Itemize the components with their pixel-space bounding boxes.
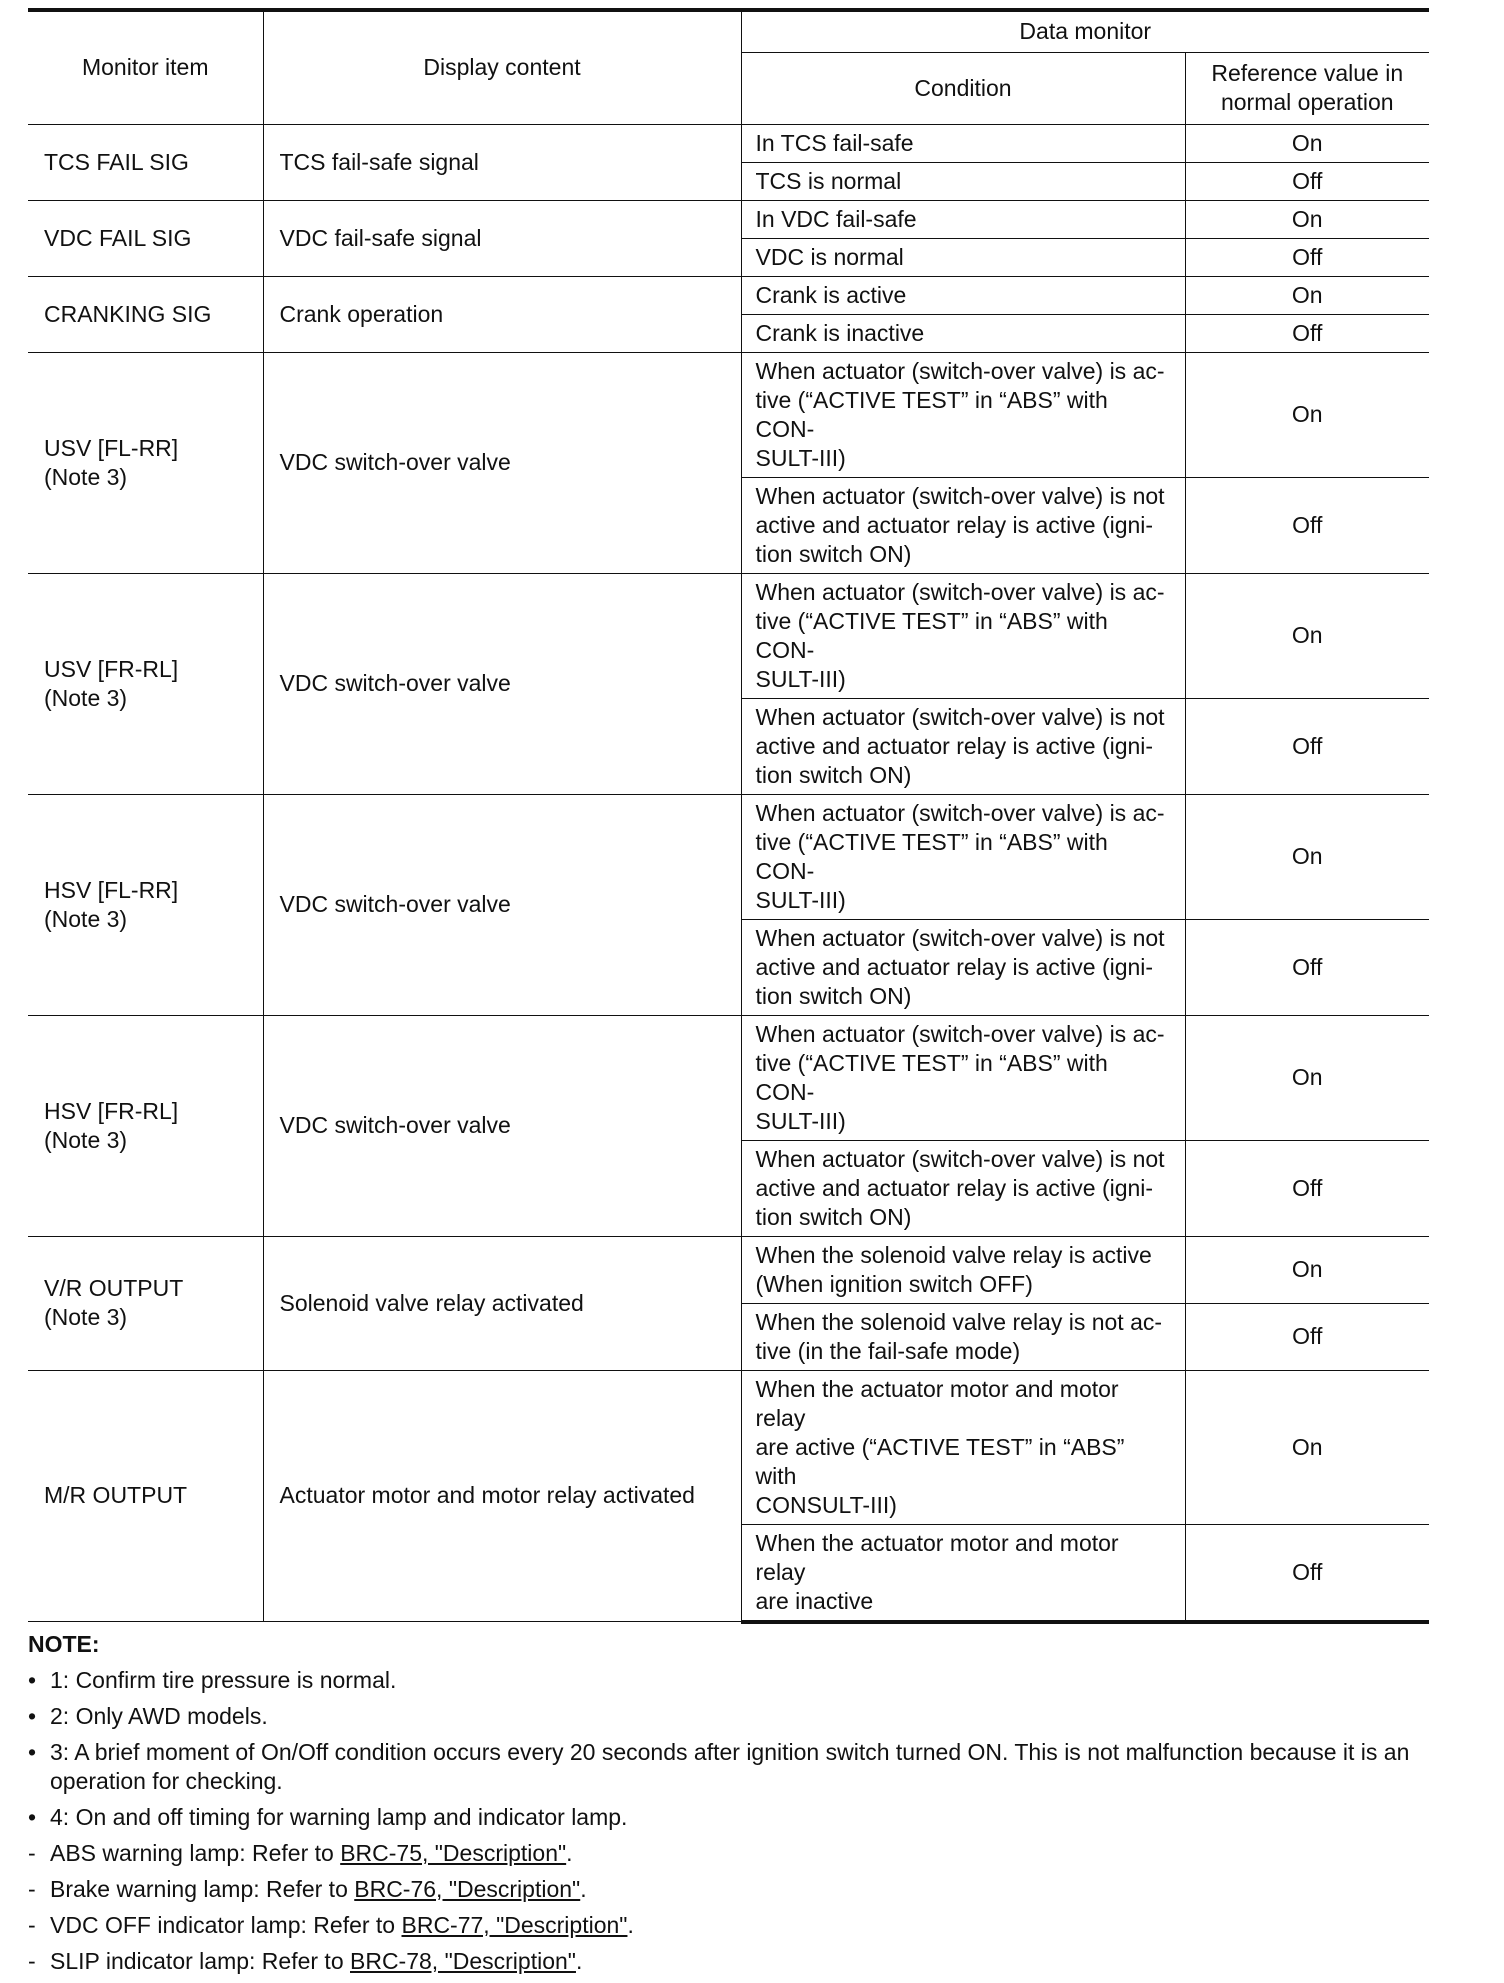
reference-value-cell: Off — [1185, 1524, 1429, 1622]
display-content-cell: VDC switch-over valve — [263, 573, 741, 794]
reference-link[interactable]: BRC-75, "Description" — [340, 1839, 567, 1866]
monitor-item-cell: CRANKING SIG — [28, 276, 263, 352]
note-item — [28, 1839, 1429, 1868]
condition-cell: When actuator (switch-over valve) is not active and actuator relay is active (igni- tion switch ON) — [741, 698, 1185, 794]
monitor-item-cell: M/R OUTPUT — [28, 1370, 263, 1622]
table-row — [28, 200, 1429, 238]
monitor-item-cell: VDC FAIL SIG — [28, 200, 263, 276]
note-text: Brake warning lamp: Refer to — [50, 1875, 355, 1902]
condition-cell: When the actuator motor and motor relay are active (“ACTIVE TEST” in “ABS” with CONSULT-III) — [741, 1370, 1185, 1524]
reference-value-cell: Off — [1185, 1140, 1429, 1236]
bullet-icon: • — [28, 1666, 37, 1693]
condition-cell: When the solenoid valve relay is not ac- tive (in the fail-safe mode) — [741, 1303, 1185, 1370]
note-text: VDC OFF indicator lamp: Refer to — [50, 1911, 402, 1938]
reference-value-cell: Off — [1185, 477, 1429, 573]
display-content-cell: VDC switch-over valve — [263, 352, 741, 573]
reference-link[interactable]: BRC-77, "Description" — [401, 1911, 628, 1938]
condition-cell: In VDC fail-safe — [741, 200, 1185, 238]
table-header-row — [28, 10, 1429, 52]
condition-cell: When actuator (switch-over valve) is not active and actuator relay is active (igni- tion switch ON) — [741, 1140, 1185, 1236]
data-monitor-table — [28, 8, 1429, 1624]
monitor-item-cell: USV [FR-RL] (Note 3) — [28, 573, 263, 794]
reference-value-cell: On — [1185, 1015, 1429, 1140]
dash-icon: - — [28, 1839, 36, 1866]
reference-value-cell: On — [1185, 794, 1429, 919]
display-content-cell: Crank operation — [263, 276, 741, 352]
reference-value-cell: Off — [1185, 238, 1429, 276]
condition-cell: When actuator (switch-over valve) is not active and actuator relay is active (igni- tion switch ON) — [741, 477, 1185, 573]
monitor-item-cell: HSV [FR-RL] (Note 3) — [28, 1015, 263, 1236]
note-item — [28, 1911, 1429, 1940]
bullet-icon: • — [28, 1803, 37, 1830]
note-suffix: . — [627, 1911, 634, 1938]
note-item — [28, 1875, 1429, 1904]
note-text: ABS warning lamp: Refer to — [50, 1839, 341, 1866]
condition-cell: When actuator (switch-over valve) is ac- tive (“ACTIVE TEST” in “ABS” with CON- SULT-III) — [741, 794, 1185, 919]
display-content-cell: Actuator motor and motor relay activated — [263, 1370, 741, 1622]
condition-cell: In TCS fail-safe — [741, 124, 1185, 162]
reference-value-cell: On — [1185, 1370, 1429, 1524]
table-body — [28, 124, 1429, 1622]
table-row — [28, 1236, 1429, 1303]
reference-value-cell: On — [1185, 200, 1429, 238]
display-content-cell: TCS fail-safe signal — [263, 124, 741, 200]
condition-cell: When actuator (switch-over valve) is not active and actuator relay is active (igni- tion switch ON) — [741, 919, 1185, 1015]
display-content-cell: Solenoid valve relay activated — [263, 1236, 741, 1370]
condition-cell: VDC is normal — [741, 238, 1185, 276]
monitor-item-cell: TCS FAIL SIG — [28, 124, 263, 200]
note-item — [28, 1947, 1429, 1976]
header-data-monitor: Data monitor — [741, 10, 1429, 52]
monitor-item-cell: V/R OUTPUT (Note 3) — [28, 1236, 263, 1370]
monitor-item-cell: USV [FL-RR] (Note 3) — [28, 352, 263, 573]
note-suffix: . — [575, 1947, 583, 1974]
reference-value-cell: On — [1185, 124, 1429, 162]
reference-value-cell: On — [1185, 573, 1429, 698]
condition-cell: Crank is inactive — [741, 314, 1185, 352]
condition-cell: When the solenoid valve relay is active (When ignition switch OFF) — [741, 1236, 1185, 1303]
notes-section — [28, 1630, 1429, 1976]
bullet-icon: • — [28, 1702, 37, 1729]
condition-cell: Crank is active — [741, 276, 1185, 314]
note-item — [28, 1738, 1429, 1796]
header-condition: Condition — [741, 52, 1185, 124]
reference-value-cell: On — [1185, 276, 1429, 314]
table-row — [28, 1015, 1429, 1140]
document-page — [28, 8, 1429, 1983]
note-text: SLIP indicator lamp: Refer to — [50, 1947, 350, 1974]
note-text: 4: On and off timing for warning lamp and indicator lamp. — [50, 1803, 628, 1830]
table-row — [28, 352, 1429, 477]
reference-value-cell: Off — [1185, 919, 1429, 1015]
table-row — [28, 276, 1429, 314]
note-item — [28, 1702, 1429, 1731]
dash-icon: - — [28, 1875, 36, 1902]
table-row — [28, 794, 1429, 919]
display-content-cell: VDC switch-over valve — [263, 1015, 741, 1236]
reference-value-cell: Off — [1185, 1303, 1429, 1370]
reference-value-cell: Off — [1185, 314, 1429, 352]
condition-cell: When the actuator motor and motor relay are inactive — [741, 1524, 1185, 1622]
reference-link[interactable]: BRC-76, "Description" — [354, 1875, 581, 1902]
display-content-cell: VDC fail-safe signal — [263, 200, 741, 276]
note-list — [28, 1666, 1429, 1976]
reference-value-cell: On — [1185, 1236, 1429, 1303]
header-reference-value: Reference value in normal operation — [1185, 52, 1429, 124]
header-monitor-item: Monitor item — [28, 10, 263, 124]
dash-icon: - — [28, 1911, 36, 1938]
note-text: 3: A brief moment of On/Off condition occurs every 20 seconds after ignition switch turned ON. This is not malfunction because it is an operation for checking. — [50, 1738, 1410, 1794]
note-item — [28, 1803, 1429, 1832]
note-text: 1: Confirm tire pressure is normal. — [50, 1666, 397, 1693]
note-text: 2: Only AWD models. — [50, 1702, 268, 1729]
reference-value-cell: On — [1185, 352, 1429, 477]
note-item — [28, 1666, 1429, 1695]
reference-value-cell: Off — [1185, 162, 1429, 200]
table-row — [28, 573, 1429, 698]
condition-cell: When actuator (switch-over valve) is ac- tive (“ACTIVE TEST” in “ABS” with CON- SULT-III) — [741, 352, 1185, 477]
table-row — [28, 1370, 1429, 1524]
note-title: NOTE: — [28, 1630, 100, 1657]
note-suffix: . — [566, 1839, 573, 1866]
condition-cell: TCS is normal — [741, 162, 1185, 200]
display-content-cell: VDC switch-over valve — [263, 794, 741, 1015]
note-suffix: . — [580, 1875, 587, 1902]
reference-value-cell: Off — [1185, 698, 1429, 794]
condition-cell: When actuator (switch-over valve) is ac- tive (“ACTIVE TEST” in “ABS” with CON- SULT-III) — [741, 1015, 1185, 1140]
header-display-content: Display content — [263, 10, 741, 124]
table-row — [28, 124, 1429, 162]
reference-link[interactable]: BRC-78, "Description" — [350, 1947, 576, 1974]
bullet-icon: • — [28, 1738, 37, 1765]
monitor-item-cell: HSV [FL-RR] (Note 3) — [28, 794, 263, 1015]
condition-cell: When actuator (switch-over valve) is ac- tive (“ACTIVE TEST” in “ABS” with CON- SULT-III) — [741, 573, 1185, 698]
dash-icon: - — [28, 1947, 36, 1974]
